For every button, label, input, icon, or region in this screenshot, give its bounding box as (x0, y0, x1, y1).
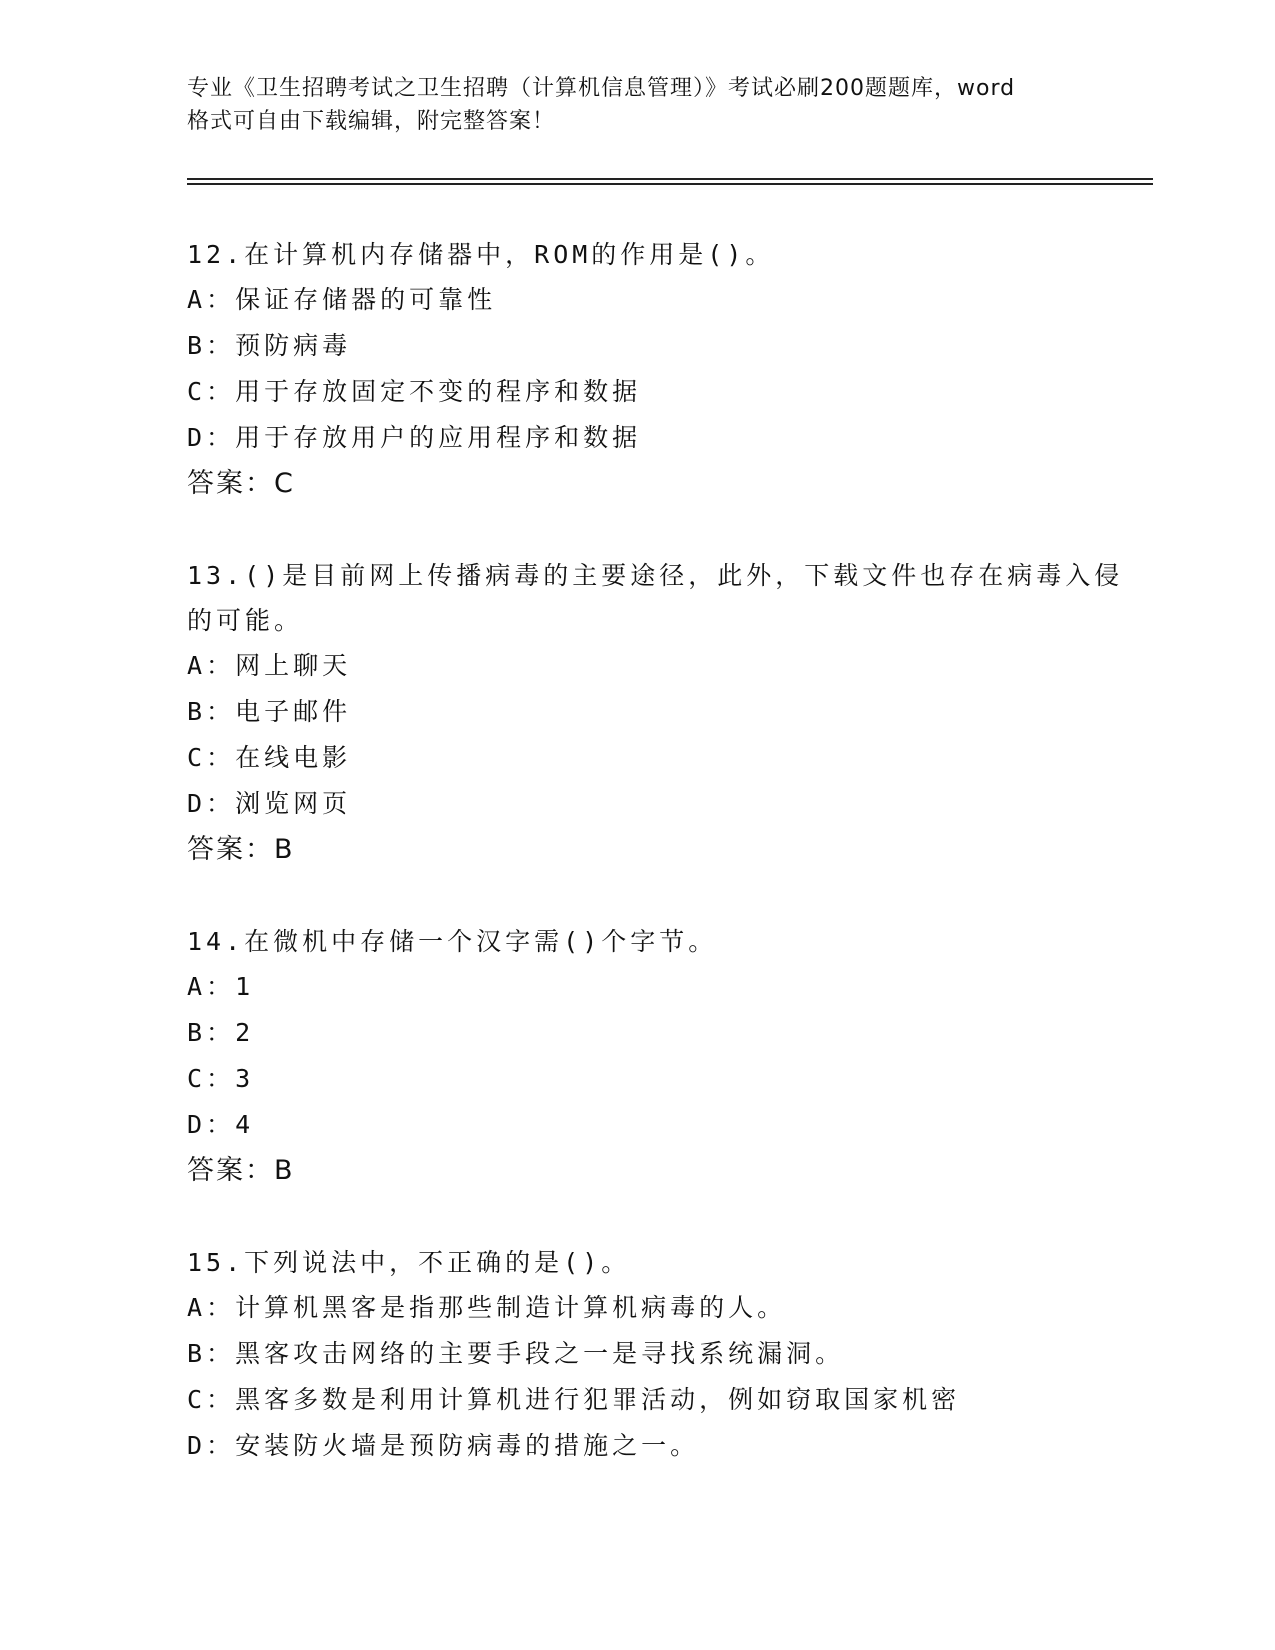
option-d (187, 781, 1137, 827)
option-c (187, 735, 1137, 781)
option-key: B： (187, 1339, 236, 1368)
option-b (187, 1010, 1137, 1056)
option-key: B： (187, 1018, 236, 1047)
answer-line: 答案：B (187, 1155, 295, 1186)
option-key: C： (187, 377, 236, 406)
question-15 (187, 1240, 1137, 1469)
option-a (187, 964, 1137, 1010)
option-a (187, 643, 1137, 689)
option-text: 计算机黑客是指那些制造计算机病毒的人。 (235, 1293, 787, 1322)
document-header (187, 72, 1087, 138)
option-key: A： (187, 285, 236, 314)
option-text: 预防病毒 (235, 331, 352, 360)
header-line-1: 专业《卫生招聘考试之卫生招聘（计算机信息管理）》考试必刷200题题库，word (187, 76, 1016, 101)
option-b (187, 1331, 1137, 1377)
option-a (187, 277, 1137, 323)
option-a (187, 1285, 1137, 1331)
option-key: C： (187, 743, 236, 772)
option-text: 浏览网页 (235, 789, 352, 818)
answer-line: 答案：B (187, 834, 295, 865)
option-text: 黑客攻击网络的主要手段之一是寻找系统漏洞。 (235, 1339, 845, 1368)
option-text: 保证存储器的可靠性 (235, 285, 497, 314)
option-text: 2 (235, 1018, 255, 1047)
header-rule-top (187, 178, 1153, 180)
option-d (187, 415, 1137, 461)
question-13 (187, 553, 1137, 873)
question-text: 15.下列说法中，不正确的是()。 (187, 1248, 631, 1277)
option-text: 用于存放固定不变的程序和数据 (235, 377, 642, 406)
question-text: 12.在计算机内存储器中，ROM的作用是()。 (187, 240, 775, 269)
option-b (187, 689, 1137, 735)
option-key: B： (187, 697, 236, 726)
option-text: 用于存放用户的应用程序和数据 (235, 423, 642, 452)
option-c (187, 1056, 1137, 1102)
option-b (187, 323, 1137, 369)
option-key: A： (187, 972, 236, 1001)
answer-line: 答案：C (187, 468, 295, 499)
question-14 (187, 919, 1137, 1194)
option-key: B： (187, 331, 236, 360)
question-list (187, 232, 1137, 1515)
option-key: D： (187, 1110, 236, 1139)
header-rule-bottom (187, 183, 1153, 185)
question-text: 13.()是目前网上传播病毒的主要途径，此外，下载文件也存在病毒入侵的可能。 (187, 561, 1124, 635)
option-key: C： (187, 1385, 236, 1414)
header-line-2: 格式可自由下载编辑，附完整答案！ (187, 109, 556, 134)
question-text: 14.在微机中存储一个汉字需()个字节。 (187, 927, 718, 956)
option-d (187, 1423, 1137, 1469)
option-key: A： (187, 651, 236, 680)
option-text: 电子邮件 (235, 697, 352, 726)
option-text: 1 (235, 972, 255, 1001)
option-key: A： (187, 1293, 236, 1322)
option-text: 在线电影 (235, 743, 352, 772)
option-key: D： (187, 1431, 236, 1460)
option-key: D： (187, 423, 236, 452)
option-text: 4 (235, 1110, 255, 1139)
option-d (187, 1102, 1137, 1148)
option-c (187, 369, 1137, 415)
option-text: 黑客多数是利用计算机进行犯罪活动，例如窃取国家机密 (235, 1385, 961, 1414)
option-c (187, 1377, 1137, 1423)
question-12 (187, 232, 1137, 507)
option-text: 3 (235, 1064, 255, 1093)
option-key: C： (187, 1064, 236, 1093)
option-text: 网上聊天 (235, 651, 352, 680)
option-key: D： (187, 789, 236, 818)
option-text: 安装防火墙是预防病毒的措施之一。 (235, 1431, 700, 1460)
